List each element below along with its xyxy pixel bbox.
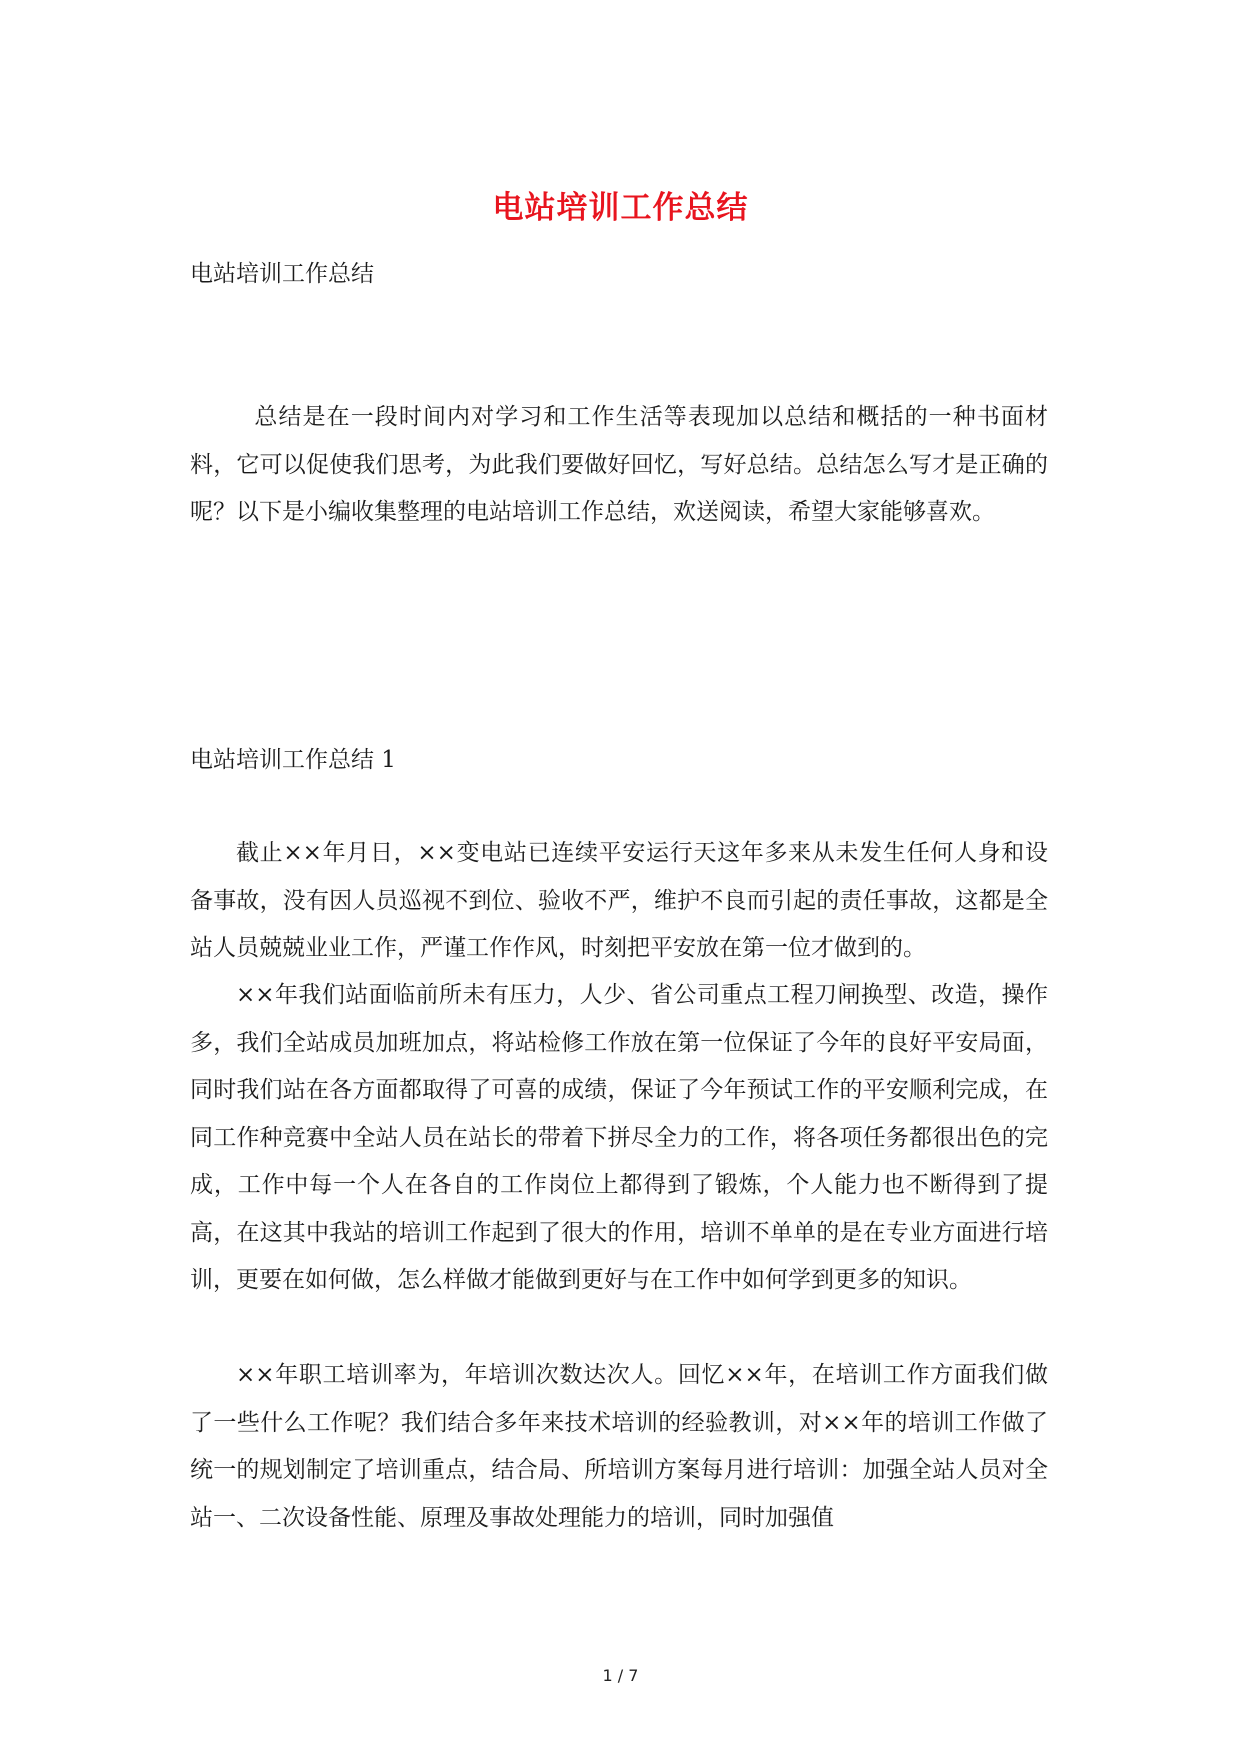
body-paragraph: ××年职工培训率为，年培训次数达次人。回忆××年，在培训工作方面我们做了一些什么工作呢？我们结合多年来技术培训的经验教训，对××年的培训工作做了统一的规划制定了培训重点，结合局、所培训方案每月进行培训：加强全站人员对全站一、二次设备性能、原理及事故处理能力的培训，同时加强值 <box>190 1362 1048 1531</box>
body-paragraph: 截止××年月日，××变电站已连续平安运行天这年多来从未发生任何人身和设备事故，没有因人员巡视不到位、验收不严，维护不良而引起的责任事故，这都是全站人员兢兢业业工作，严谨工作作风，时刻把平安放在第一位才做到的。 <box>190 840 1048 961</box>
intro-paragraph: 总结是在一段时间内对学习和工作生活等表现加以总结和概括的一种书面材料，它可以促使我们思考，为此我们要做好回忆，写好总结。总结怎么写才是正确的呢？以下是小编收集整理的电站培训工作总结，欢送阅读，希望大家能够喜欢。 <box>190 404 1048 525</box>
document-subtitle: 电站培训工作总结 <box>190 261 374 287</box>
section-heading: 电站培训工作总结 1 <box>190 747 396 773</box>
body-paragraph: ××年我们站面临前所未有压力，人少、省公司重点工程刀闸换型、改造，操作多，我们全站成员加班加点，将站检修工作放在第一位保证了今年的良好平安局面，同时我们站在各方面都取得了可喜的成绩，保证了今年预试工作的平安顺利完成，在同工作种竞赛中全站人员在站长的带着下拼尽全力的工作，将各项任务都很出色的完成，工作中每一个人在各自的工作岗位上都得到了锻炼，个人能力也不断得到了提高，在这其中我站的培训工作起到了很大的作用，培训不单单的是在专业方面进行培训，更要在如何做，怎么样做才能做到更好与在工作中如何学到更多的知识。 <box>190 982 1048 1293</box>
page-number: 1 / 7 <box>602 1666 639 1685</box>
document-title: 电站培训工作总结 <box>492 190 749 226</box>
